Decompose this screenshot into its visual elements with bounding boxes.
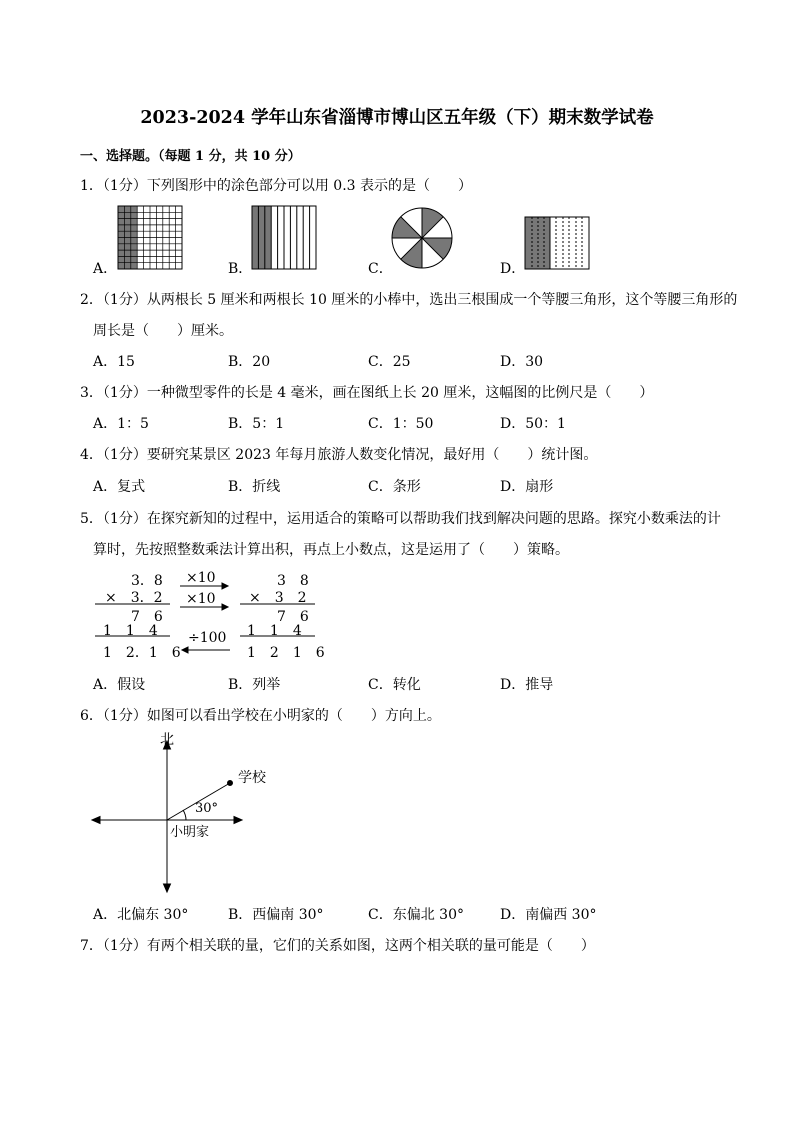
calc-left-row5: 1 2．1 6 <box>103 645 181 661</box>
q4-option-d[interactable]: D．扇形 <box>500 479 554 495</box>
compass-home-label: 小明家 <box>170 825 210 840</box>
q3-option-d[interactable]: D．50：1 <box>500 416 566 432</box>
page-title: 2023-2024 学年山东省淄博市博山区五年级（下）期末数学试卷 <box>140 108 654 128</box>
q1-option-d[interactable]: D． <box>500 261 526 277</box>
calc-op-x10-top: ×10 <box>186 570 216 586</box>
q5-option-d[interactable]: D．推导 <box>500 677 554 693</box>
section-heading: 一、选择题。（每题 1 分，共 10 分） <box>80 149 301 164</box>
q6-option-a[interactable]: A．北偏东 30° <box>93 907 189 923</box>
q2-option-d[interactable]: D．30 <box>500 354 544 370</box>
question-5: 5．（1分）在探究新知的过程中，运用适合的策略可以帮助我们找到解决问题的思路。探究小数乘法的计 <box>80 511 721 527</box>
q3-option-a[interactable]: A．1：5 <box>93 416 149 432</box>
q1-option-b[interactable]: B． <box>228 261 253 277</box>
calc-right-row1: 3 8 <box>277 573 309 589</box>
question-2: 2．（1分）从两根长 5 厘米和两根长 10 厘米的小棒中，选出三根围成一个等腰三角形，这个等腰三角形的 <box>80 292 738 308</box>
calc-right-row4: 1 1 4 <box>247 623 302 639</box>
calc-left-row3: 7 6 <box>131 609 163 625</box>
calc-op-x10-bottom: ×10 <box>186 591 216 607</box>
q2-option-b[interactable]: B．20 <box>228 354 271 370</box>
question-2-cont: 周长是（ ）厘米。 <box>93 323 233 339</box>
q4-option-c[interactable]: C．条形 <box>368 479 421 495</box>
q2-option-c[interactable]: C．25 <box>368 354 411 370</box>
calc-right-row5: 1 2 1 6 <box>247 645 325 661</box>
q5-option-c[interactable]: C．转化 <box>368 677 421 693</box>
q4-option-a[interactable]: A．复式 <box>93 479 146 495</box>
calc-right-row2: × 3 2 <box>249 590 307 606</box>
q5-option-a[interactable]: A．假设 <box>93 677 146 693</box>
calc-right-row3: 7 6 <box>277 609 309 625</box>
question-7: 7．（1分）有两个相关联的量，它们的关系如图，这两个相关联的量可能是（ ） <box>80 938 595 954</box>
question-1: 1．（1分）下列图形中的涂色部分可以用 0.3 表示的是（ ） <box>80 178 473 194</box>
q4-option-b[interactable]: B．折线 <box>228 479 281 495</box>
q3-option-b[interactable]: B．5：1 <box>228 416 285 432</box>
calc-left-row4: 1 1 4 <box>103 623 158 639</box>
question-6: 6．（1分）如图可以看出学校在小明家的（ ）方向上。 <box>80 708 441 724</box>
q6-option-b[interactable]: B．西偏南 30° <box>228 907 324 923</box>
compass-school-label: 学校 <box>238 770 266 786</box>
question-5-cont: 算时，先按照整数乘法计算出积，再点上小数点，这是运用了（ ）策略。 <box>93 542 569 558</box>
question-3: 3．（1分）一种微型零件的长是 4 毫米，画在图纸上长 20 厘米，这幅图的比例尺是（ ） <box>80 385 654 401</box>
compass-north-label: 北 <box>160 732 174 748</box>
compass-angle-label: 30° <box>195 801 219 816</box>
q3-option-c[interactable]: C．1：50 <box>368 416 434 432</box>
q6-option-c[interactable]: C．东偏北 30° <box>368 907 464 923</box>
q5-option-b[interactable]: B．列举 <box>228 677 281 693</box>
q6-option-d[interactable]: D．南偏西 30° <box>500 907 597 923</box>
q2-option-a[interactable]: A．15 <box>93 354 135 370</box>
question-4: 4．（1分）要研究某景区 2023 年每月旅游人数变化情况，最好用（ ）统计图。 <box>80 447 598 463</box>
calc-op-div100: ÷100 <box>188 630 227 646</box>
calc-left-row2: × 3．2 <box>105 590 163 606</box>
calc-left-row1: 3．8 <box>131 573 163 589</box>
q1-option-c[interactable]: C． <box>368 261 393 277</box>
q1-option-a[interactable]: A． <box>93 261 118 277</box>
